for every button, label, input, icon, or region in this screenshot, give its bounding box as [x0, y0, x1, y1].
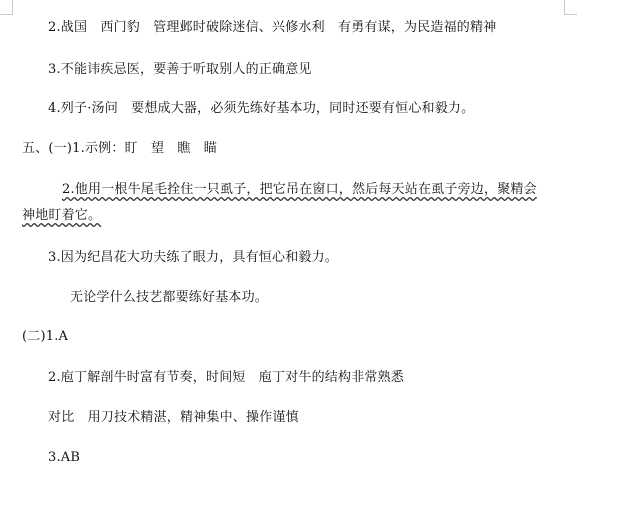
answer-line-6: 2.庖丁解剖牛时富有节奏，时间短 庖丁对牛的结构非常熟悉: [48, 370, 405, 385]
answer-line-3: 4.列子·汤问 要想成大器，必须先练好基本功，同时还要有恒心和毅力。: [48, 101, 475, 116]
answer-line-wavy-2: 神地盯着它。: [22, 208, 102, 223]
section-five-heading: 五、(一)1.示例：盯 望 瞧 瞄: [22, 141, 217, 156]
page-corner-mark-left: [0, 0, 13, 15]
answer-line-7: 对比 用刀技术精湛，精神集中、操作谨慎: [48, 410, 299, 425]
section-two-heading: (二)1.A: [22, 329, 69, 344]
answer-line-8: 3.AB: [48, 450, 81, 465]
answer-line-5: 无论学什么技艺都要练好基本功。: [70, 290, 269, 305]
answer-line-2: 3.不能讳疾忌医，要善于听取别人的正确意见: [48, 62, 312, 77]
page-corner-mark-right: [564, 0, 577, 15]
answer-line-4: 3.因为纪昌花大功夫练了眼力，具有恒心和毅力。: [48, 250, 339, 265]
answer-line-1: 2.战国 西门豹 管理邺时破除迷信、兴修水利 有勇有谋，为民造福的精神: [48, 20, 497, 35]
answer-line-wavy-1: 2.他用一根牛尾毛拴住一只虱子，把它吊在窗口，然后每天站在虱子旁边，聚精会: [62, 182, 537, 197]
